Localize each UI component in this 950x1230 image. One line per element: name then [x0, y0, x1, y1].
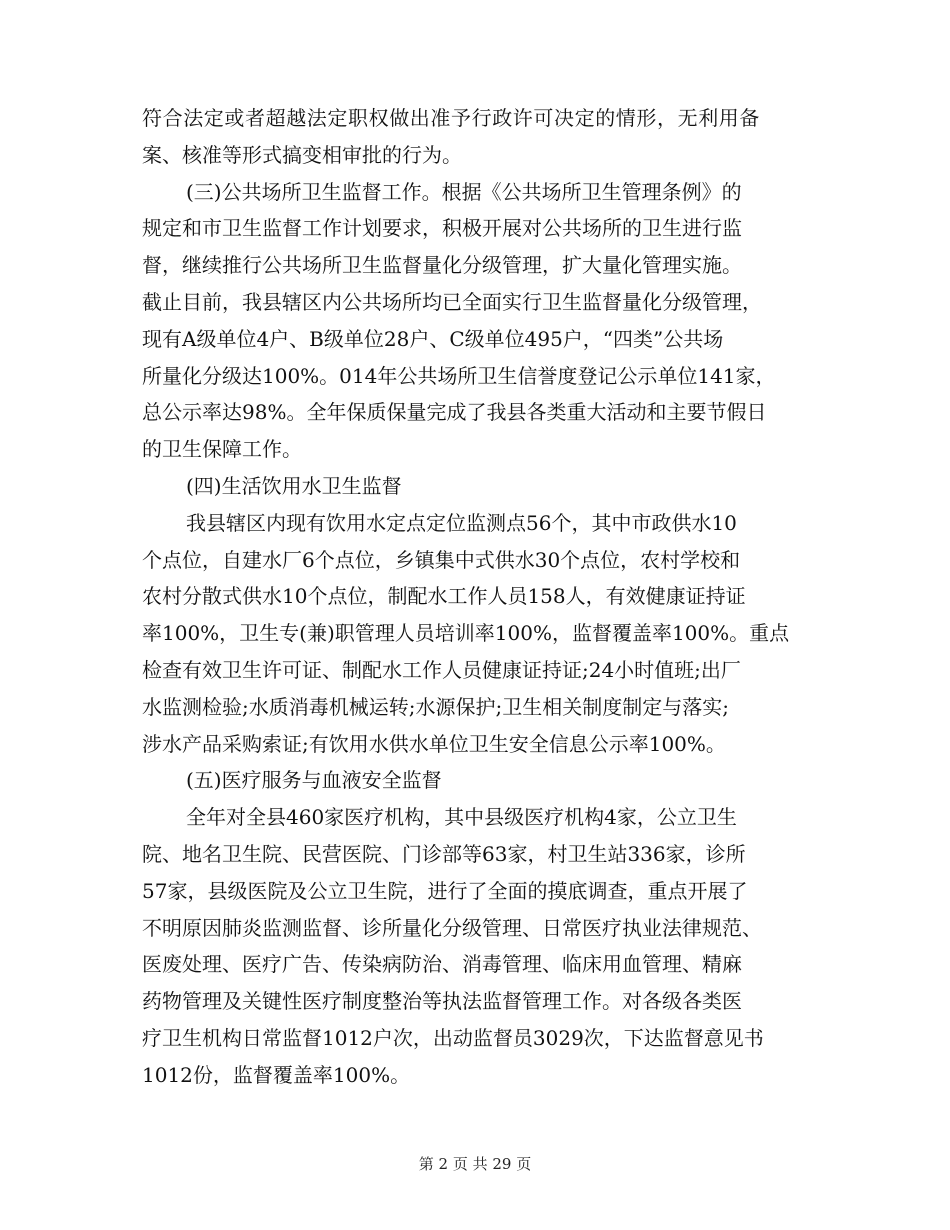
paragraph-line: 医废处理、医疗广告、传染病防治、消毒管理、临床用血管理、精麻: [142, 952, 742, 977]
paragraph-line: 农村分散式供水10个点位，制配水工作人员158人，有效健康证持证: [142, 584, 746, 609]
paragraph-line: 涉水产品采购索证;有饮用水供水单位卫生安全信息公示率100%。: [142, 731, 726, 756]
paragraph-line: 所量化分级达100%。014年公共场所卫生信誉度登记公示单位141家，: [142, 363, 776, 388]
paragraph-line: 药物管理及关键性医疗制度整治等执法监督管理工作。对各级各类医: [142, 989, 742, 1014]
paragraph-line: 1012份，监督覆盖率100%。: [142, 1062, 411, 1087]
paragraph-line: 院、地名卫生院、民营医院、门诊部等63家，村卫生站336家，诊所: [142, 841, 746, 866]
page-number-footer: 第 2 页 共 29 页: [418, 1155, 532, 1173]
paragraph-line: 案、核准等形式搞变相审批的行为。: [142, 142, 462, 167]
paragraph-line: 水监测检验;水质消毒机械运转;水源保护;卫生相关制度制定与落实;: [142, 694, 729, 719]
paragraph-line: 符合法定或者超越法定职权做出准予行政许可决定的情形，无利用备: [142, 106, 760, 130]
section-heading-line: (三)公共场所卫生监督工作。根据《公共场所卫生管理条例》的: [186, 179, 742, 204]
paragraph-line: 的卫生保障工作。: [142, 437, 302, 462]
paragraph-line: 总公示率达98%。全年保质保量完成了我县各类重大活动和主要节假日: [142, 400, 767, 425]
document-body: [142, 100, 810, 1094]
paragraph-line: 率100%，卫生专(兼)职管理人员培训率100%，监督覆盖率100%。重点: [142, 621, 790, 646]
paragraph-line: 截止目前，我县辖区内公共场所均已全面实行卫生监督量化分级管理，: [142, 289, 762, 314]
paragraph-line: 57家，县级医院及公立卫生院，进行了全面的摸底调查，重点开展了: [142, 878, 748, 903]
paragraph-line: 不明原因肺炎监测监督、诊所量化分级管理、日常医疗执业法律规范、: [142, 915, 762, 940]
paragraph-line: 检查有效卫生许可证、制配水工作人员健康证持证;24小时值班;出厂: [142, 657, 741, 682]
paragraph-line: 督，继续推行公共场所卫生监督量化分级管理，扩大量化管理实施。: [142, 253, 742, 278]
paragraph-line: 现有A级单位4户、B级单位28户、C级单位495户，“四类”公共场: [142, 326, 724, 351]
paragraph-line: 个点位，自建水厂6个点位，乡镇集中式供水30个点位，农村学校和: [142, 547, 741, 572]
paragraph-line: 全年对全县460家医疗机构，其中县级医疗机构4家，公立卫生: [186, 805, 737, 830]
paragraph-line: 疗卫生机构日常监督1012户次，出动监督员3029次，下达监督意见书: [142, 1025, 764, 1050]
section-heading: (五)医疗服务与血液安全监督: [186, 768, 442, 793]
paragraph-line: 我县辖区内现有饮用水定点定位监测点56个，其中市政供水10: [186, 510, 737, 535]
paragraph-line: 规定和市卫生监督工作计划要求，积极开展对公共场所的卫生进行监: [142, 216, 742, 241]
section-heading: (四)生活饮用水卫生监督: [186, 473, 402, 498]
